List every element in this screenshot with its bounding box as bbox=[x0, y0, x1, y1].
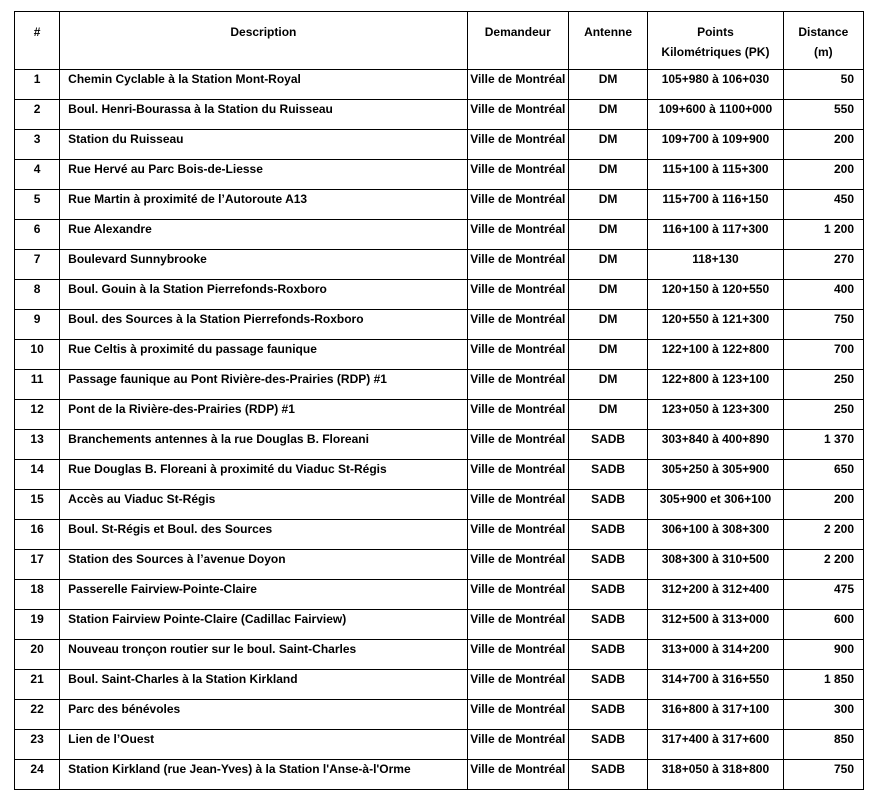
cell-description: Station des Sources à l’avenue Doyon bbox=[60, 550, 467, 580]
table-row bbox=[15, 550, 864, 580]
cell-demandeur: Ville de Montréal bbox=[467, 160, 568, 190]
cell-description: Passage faunique au Pont Rivière-des-Prairies (RDP) #1 bbox=[60, 370, 467, 400]
table-row bbox=[15, 460, 864, 490]
cell-antenne: DM bbox=[568, 190, 647, 220]
cell-antenne: SADB bbox=[568, 760, 647, 790]
cell-num: 6 bbox=[15, 220, 60, 250]
cell-description: Rue Celtis à proximité du passage faunique bbox=[60, 340, 467, 370]
cell-num: 14 bbox=[15, 460, 60, 490]
cell-distance: 750 bbox=[783, 310, 863, 340]
cell-points-kilometriques: 122+800 à 123+100 bbox=[648, 370, 783, 400]
header-row bbox=[15, 12, 864, 70]
cell-description: Parc des bénévoles bbox=[60, 700, 467, 730]
cell-points-kilometriques: 118+130 bbox=[648, 250, 783, 280]
cell-num: 13 bbox=[15, 430, 60, 460]
cell-points-kilometriques: 306+100 à 308+300 bbox=[648, 520, 783, 550]
cell-description: Boul. Saint-Charles à la Station Kirkland bbox=[60, 670, 467, 700]
cell-distance: 650 bbox=[783, 460, 863, 490]
cell-antenne: SADB bbox=[568, 730, 647, 760]
cell-num: 7 bbox=[15, 250, 60, 280]
cell-num: 20 bbox=[15, 640, 60, 670]
table-row bbox=[15, 100, 864, 130]
cell-demandeur: Ville de Montréal bbox=[467, 460, 568, 490]
cell-distance: 700 bbox=[783, 340, 863, 370]
cell-num: 22 bbox=[15, 700, 60, 730]
cell-distance: 270 bbox=[783, 250, 863, 280]
cell-points-kilometriques: 109+700 à 109+900 bbox=[648, 130, 783, 160]
cell-distance: 1 850 bbox=[783, 670, 863, 700]
cell-distance: 250 bbox=[783, 400, 863, 430]
cell-points-kilometriques: 123+050 à 123+300 bbox=[648, 400, 783, 430]
cell-antenne: SADB bbox=[568, 670, 647, 700]
cell-distance: 200 bbox=[783, 130, 863, 160]
cell-antenne: SADB bbox=[568, 640, 647, 670]
cell-points-kilometriques: 120+150 à 120+550 bbox=[648, 280, 783, 310]
cell-antenne: SADB bbox=[568, 700, 647, 730]
cell-antenne: SADB bbox=[568, 550, 647, 580]
cell-antenne: DM bbox=[568, 280, 647, 310]
cell-num: 23 bbox=[15, 730, 60, 760]
cell-num: 1 bbox=[15, 70, 60, 100]
table-row bbox=[15, 610, 864, 640]
table-row bbox=[15, 490, 864, 520]
header-distance: Distance (m) bbox=[783, 12, 863, 70]
cell-points-kilometriques: 115+100 à 115+300 bbox=[648, 160, 783, 190]
cell-distance: 1 200 bbox=[783, 220, 863, 250]
table-row bbox=[15, 280, 864, 310]
cell-distance: 750 bbox=[783, 760, 863, 790]
cell-description: Boul. Henri-Bourassa à la Station du Ruisseau bbox=[60, 100, 467, 130]
cell-demandeur: Ville de Montréal bbox=[467, 370, 568, 400]
cell-antenne: DM bbox=[568, 340, 647, 370]
header-description: Description bbox=[60, 12, 467, 70]
cell-demandeur: Ville de Montréal bbox=[467, 70, 568, 100]
cell-points-kilometriques: 109+600 à 1100+000 bbox=[648, 100, 783, 130]
cell-demandeur: Ville de Montréal bbox=[467, 100, 568, 130]
cell-demandeur: Ville de Montréal bbox=[467, 310, 568, 340]
cell-antenne: DM bbox=[568, 100, 647, 130]
cell-num: 3 bbox=[15, 130, 60, 160]
cell-num: 12 bbox=[15, 400, 60, 430]
cell-num: 8 bbox=[15, 280, 60, 310]
cell-demandeur: Ville de Montréal bbox=[467, 670, 568, 700]
table-row bbox=[15, 370, 864, 400]
cell-num: 10 bbox=[15, 340, 60, 370]
cell-description: Nouveau tronçon routier sur le boul. Saint-Charles bbox=[60, 640, 467, 670]
table-row bbox=[15, 700, 864, 730]
cell-points-kilometriques: 312+200 à 312+400 bbox=[648, 580, 783, 610]
cell-antenne: DM bbox=[568, 130, 647, 160]
table-row bbox=[15, 310, 864, 340]
header-num: # bbox=[15, 12, 60, 70]
table-row bbox=[15, 130, 864, 160]
cell-points-kilometriques: 314+700 à 316+550 bbox=[648, 670, 783, 700]
cell-distance: 450 bbox=[783, 190, 863, 220]
cell-num: 16 bbox=[15, 520, 60, 550]
table-row bbox=[15, 190, 864, 220]
table-row bbox=[15, 760, 864, 790]
cell-num: 24 bbox=[15, 760, 60, 790]
cell-points-kilometriques: 115+700 à 116+150 bbox=[648, 190, 783, 220]
cell-distance: 900 bbox=[783, 640, 863, 670]
cell-description: Station du Ruisseau bbox=[60, 130, 467, 160]
cell-description: Rue Hervé au Parc Bois-de-Liesse bbox=[60, 160, 467, 190]
cell-description: Lien de l’Ouest bbox=[60, 730, 467, 760]
cell-antenne: SADB bbox=[568, 430, 647, 460]
cell-points-kilometriques: 316+800 à 317+100 bbox=[648, 700, 783, 730]
cell-antenne: DM bbox=[568, 160, 647, 190]
cell-points-kilometriques: 122+100 à 122+800 bbox=[648, 340, 783, 370]
table-row bbox=[15, 730, 864, 760]
header-demandeur: Demandeur bbox=[467, 12, 568, 70]
cell-distance: 2 200 bbox=[783, 520, 863, 550]
cell-demandeur: Ville de Montréal bbox=[467, 640, 568, 670]
cell-demandeur: Ville de Montréal bbox=[467, 430, 568, 460]
cell-demandeur: Ville de Montréal bbox=[467, 130, 568, 160]
cell-description: Station Kirkland (rue Jean-Yves) à la Station l'Anse-à-l'Orme bbox=[60, 760, 467, 790]
cell-points-kilometriques: 120+550 à 121+300 bbox=[648, 310, 783, 340]
cell-description: Rue Alexandre bbox=[60, 220, 467, 250]
cell-demandeur: Ville de Montréal bbox=[467, 280, 568, 310]
table-row bbox=[15, 580, 864, 610]
cell-antenne: DM bbox=[568, 310, 647, 340]
cell-demandeur: Ville de Montréal bbox=[467, 550, 568, 580]
cell-points-kilometriques: 305+250 à 305+900 bbox=[648, 460, 783, 490]
cell-demandeur: Ville de Montréal bbox=[467, 190, 568, 220]
table-row bbox=[15, 250, 864, 280]
cell-distance: 550 bbox=[783, 100, 863, 130]
cell-demandeur: Ville de Montréal bbox=[467, 610, 568, 640]
cell-description: Boul. Gouin à la Station Pierrefonds-Roxboro bbox=[60, 280, 467, 310]
cell-distance: 600 bbox=[783, 610, 863, 640]
table-row bbox=[15, 220, 864, 250]
cell-description: Passerelle Fairview-Pointe-Claire bbox=[60, 580, 467, 610]
table-body bbox=[15, 70, 864, 790]
cell-distance: 250 bbox=[783, 370, 863, 400]
cell-num: 18 bbox=[15, 580, 60, 610]
cell-num: 15 bbox=[15, 490, 60, 520]
table-row bbox=[15, 160, 864, 190]
cell-demandeur: Ville de Montréal bbox=[467, 700, 568, 730]
cell-distance: 200 bbox=[783, 490, 863, 520]
cell-antenne: SADB bbox=[568, 460, 647, 490]
cell-num: 9 bbox=[15, 310, 60, 340]
table-header bbox=[15, 12, 864, 70]
cell-distance: 850 bbox=[783, 730, 863, 760]
cell-demandeur: Ville de Montréal bbox=[467, 730, 568, 760]
cell-distance: 50 bbox=[783, 70, 863, 100]
cell-distance: 1 370 bbox=[783, 430, 863, 460]
cell-demandeur: Ville de Montréal bbox=[467, 760, 568, 790]
header-points-kilometriques: Points Kilométriques (PK) bbox=[648, 12, 783, 70]
cell-antenne: DM bbox=[568, 400, 647, 430]
cell-distance: 400 bbox=[783, 280, 863, 310]
cell-num: 2 bbox=[15, 100, 60, 130]
cell-points-kilometriques: 308+300 à 310+500 bbox=[648, 550, 783, 580]
projects-table bbox=[14, 11, 864, 790]
table-row bbox=[15, 640, 864, 670]
cell-antenne: SADB bbox=[568, 610, 647, 640]
cell-description: Station Fairview Pointe-Claire (Cadillac Fairview) bbox=[60, 610, 467, 640]
cell-demandeur: Ville de Montréal bbox=[467, 250, 568, 280]
cell-points-kilometriques: 116+100 à 117+300 bbox=[648, 220, 783, 250]
cell-antenne: DM bbox=[568, 250, 647, 280]
cell-description: Rue Martin à proximité de l’Autoroute A13 bbox=[60, 190, 467, 220]
table-row bbox=[15, 430, 864, 460]
cell-antenne: DM bbox=[568, 370, 647, 400]
cell-antenne: SADB bbox=[568, 490, 647, 520]
cell-points-kilometriques: 105+980 à 106+030 bbox=[648, 70, 783, 100]
cell-description: Rue Douglas B. Floreani à proximité du Viaduc St-Régis bbox=[60, 460, 467, 490]
cell-demandeur: Ville de Montréal bbox=[467, 520, 568, 550]
cell-demandeur: Ville de Montréal bbox=[467, 580, 568, 610]
cell-description: Pont de la Rivière-des-Prairies (RDP) #1 bbox=[60, 400, 467, 430]
cell-demandeur: Ville de Montréal bbox=[467, 400, 568, 430]
table-row bbox=[15, 70, 864, 100]
cell-points-kilometriques: 313+000 à 314+200 bbox=[648, 640, 783, 670]
header-antenne: Antenne bbox=[568, 12, 647, 70]
cell-demandeur: Ville de Montréal bbox=[467, 490, 568, 520]
cell-points-kilometriques: 312+500 à 313+000 bbox=[648, 610, 783, 640]
cell-num: 17 bbox=[15, 550, 60, 580]
cell-distance: 300 bbox=[783, 700, 863, 730]
table-row bbox=[15, 520, 864, 550]
cell-num: 21 bbox=[15, 670, 60, 700]
cell-description: Branchements antennes à la rue Douglas B. Floreani bbox=[60, 430, 467, 460]
cell-points-kilometriques: 305+900 et 306+100 bbox=[648, 490, 783, 520]
cell-antenne: DM bbox=[568, 220, 647, 250]
cell-description: Boulevard Sunnybrooke bbox=[60, 250, 467, 280]
cell-num: 19 bbox=[15, 610, 60, 640]
cell-description: Chemin Cyclable à la Station Mont-Royal bbox=[60, 70, 467, 100]
cell-points-kilometriques: 303+840 à 400+890 bbox=[648, 430, 783, 460]
cell-distance: 475 bbox=[783, 580, 863, 610]
cell-distance: 200 bbox=[783, 160, 863, 190]
cell-num: 4 bbox=[15, 160, 60, 190]
cell-antenne: DM bbox=[568, 70, 647, 100]
cell-demandeur: Ville de Montréal bbox=[467, 220, 568, 250]
cell-demandeur: Ville de Montréal bbox=[467, 340, 568, 370]
cell-description: Boul. St-Régis et Boul. des Sources bbox=[60, 520, 467, 550]
cell-description: Accès au Viaduc St-Régis bbox=[60, 490, 467, 520]
cell-num: 5 bbox=[15, 190, 60, 220]
cell-points-kilometriques: 318+050 à 318+800 bbox=[648, 760, 783, 790]
table-row bbox=[15, 340, 864, 370]
cell-distance: 2 200 bbox=[783, 550, 863, 580]
cell-num: 11 bbox=[15, 370, 60, 400]
table-row bbox=[15, 400, 864, 430]
cell-antenne: SADB bbox=[568, 580, 647, 610]
table-row bbox=[15, 670, 864, 700]
cell-description: Boul. des Sources à la Station Pierrefonds-Roxboro bbox=[60, 310, 467, 340]
cell-antenne: SADB bbox=[568, 520, 647, 550]
cell-points-kilometriques: 317+400 à 317+600 bbox=[648, 730, 783, 760]
